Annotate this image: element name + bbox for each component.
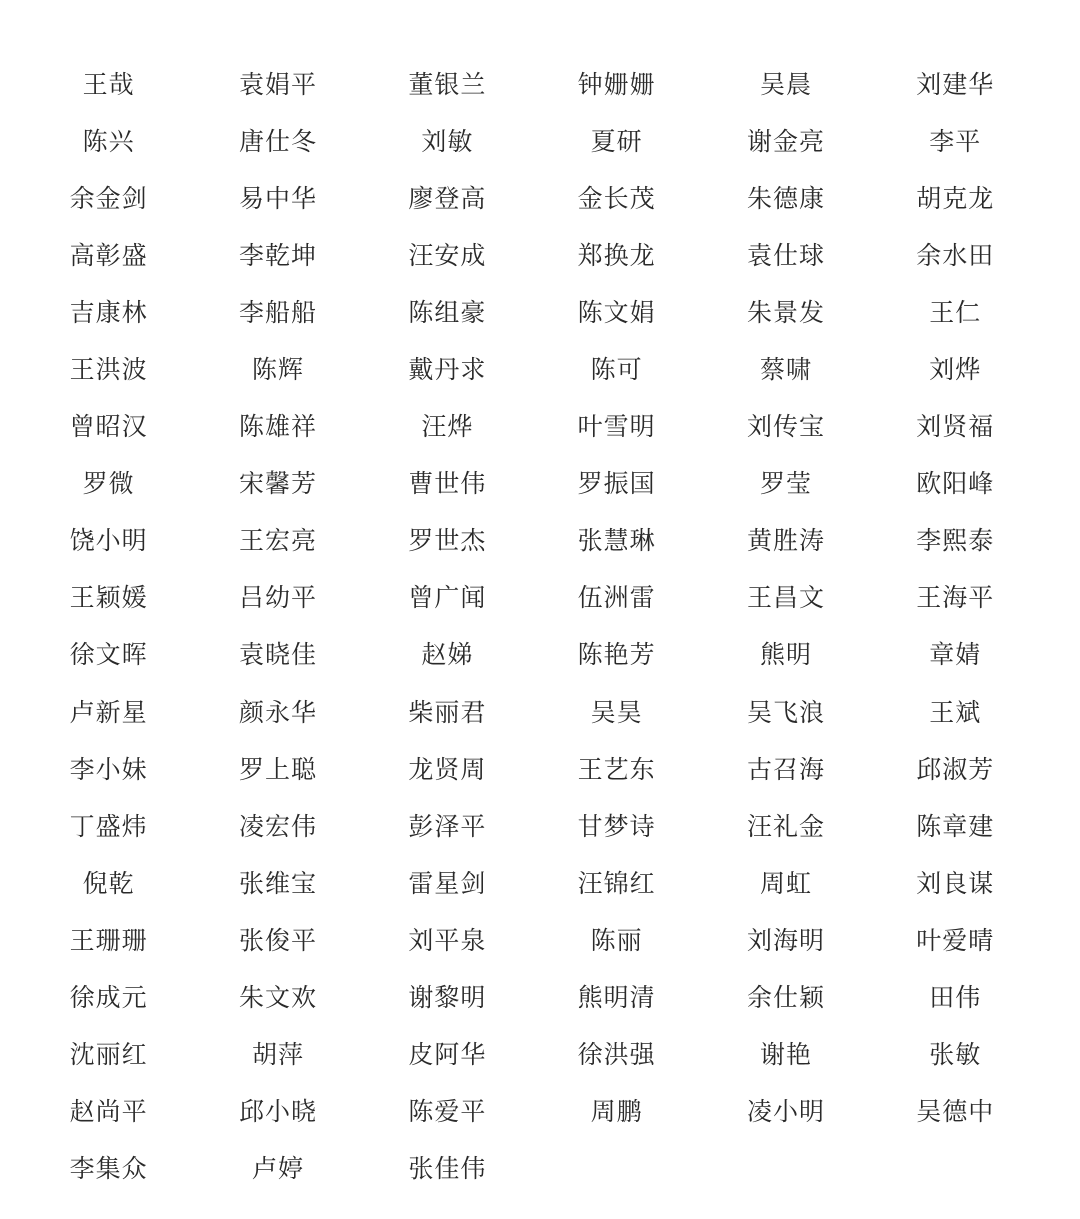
name-entry: 颜永华 [238, 697, 317, 727]
name-entry: 丁盛炜 [69, 811, 148, 841]
name-entry: 李小妹 [69, 754, 148, 784]
name-entry: 饶小明 [69, 526, 148, 556]
name-entry: 袁晓佳 [238, 640, 317, 670]
name-entry: 罗上聪 [238, 754, 317, 784]
name-entry: 易中华 [238, 183, 317, 213]
name-entry: 陈雄祥 [238, 412, 317, 442]
name-entry: 朱德康 [746, 183, 825, 213]
name-entry: 李平 [929, 126, 982, 156]
name-entry: 张慧琳 [577, 526, 656, 556]
name-entry: 钟姗姗 [577, 69, 656, 99]
name-entry: 章婧 [929, 640, 982, 670]
name-entry: 邱小晓 [238, 1097, 317, 1127]
name-entry: 雷星剑 [408, 868, 487, 898]
name-entry: 吉康林 [69, 297, 148, 327]
name-entry: 王昌文 [746, 583, 825, 613]
name-entry: 彭泽平 [408, 811, 487, 841]
name-entry: 柴丽君 [408, 697, 487, 727]
name-entry: 张佳伟 [408, 1154, 487, 1184]
name-entry: 田伟 [929, 983, 982, 1013]
name-entry: 金长茂 [577, 183, 656, 213]
name-entry: 蔡啸 [759, 355, 812, 385]
name-entry: 张俊平 [238, 925, 317, 955]
name-entry: 卢婷 [251, 1154, 304, 1184]
name-entry: 刘良谋 [916, 868, 995, 898]
name-entry: 邱淑芳 [916, 754, 995, 784]
name-entry: 黄胜涛 [746, 526, 825, 556]
name-entry: 谢黎明 [408, 983, 487, 1013]
name-entry: 汪礼金 [746, 811, 825, 841]
name-entry: 李船船 [238, 297, 317, 327]
name-entry: 赵尚平 [69, 1097, 148, 1127]
name-list-grid [24, 54, 1040, 1196]
name-entry: 赵娣 [421, 640, 474, 670]
name-entry: 唐仕冬 [238, 126, 317, 156]
name-entry: 王海平 [916, 583, 995, 613]
name-entry: 卢新星 [69, 697, 148, 727]
name-entry: 袁娟平 [238, 69, 317, 99]
name-entry: 陈可 [590, 355, 643, 385]
name-entry: 袁仕球 [746, 240, 825, 270]
name-entry: 罗莹 [759, 469, 812, 499]
name-entry: 汪烨 [421, 412, 474, 442]
name-entry: 余水田 [916, 240, 995, 270]
name-entry: 夏研 [590, 126, 643, 156]
name-entry: 余仕颖 [746, 983, 825, 1013]
name-entry: 古召海 [746, 754, 825, 784]
name-entry: 陈兴 [82, 126, 135, 156]
name-entry: 吕幼平 [238, 583, 317, 613]
name-entry: 皮阿华 [408, 1040, 487, 1070]
name-entry: 陈文娟 [577, 297, 656, 327]
name-entry: 伍洲雷 [577, 583, 656, 613]
name-entry: 刘海明 [746, 925, 825, 955]
name-entry: 熊明清 [577, 983, 656, 1013]
name-entry: 龙贤周 [408, 754, 487, 784]
name-entry: 吴飞浪 [746, 697, 825, 727]
name-entry: 刘建华 [916, 69, 995, 99]
name-entry: 余金剑 [69, 183, 148, 213]
name-entry: 陈丽 [590, 925, 643, 955]
name-entry: 刘贤福 [916, 412, 995, 442]
name-entry: 陈章建 [916, 811, 995, 841]
name-entry: 张敏 [929, 1040, 982, 1070]
name-entry: 徐成元 [69, 983, 148, 1013]
name-entry: 凌宏伟 [238, 811, 317, 841]
name-entry: 倪乾 [82, 868, 135, 898]
name-entry: 罗世杰 [408, 526, 487, 556]
name-entry: 王艺东 [577, 754, 656, 784]
name-entry: 陈组豪 [408, 297, 487, 327]
name-entry: 徐文晖 [69, 640, 148, 670]
name-entry: 刘传宝 [746, 412, 825, 442]
name-entry: 曾昭汉 [69, 412, 148, 442]
name-entry: 王颖媛 [69, 583, 148, 613]
name-entry: 高彰盛 [69, 240, 148, 270]
name-entry: 胡萍 [251, 1040, 304, 1070]
name-entry: 刘平泉 [408, 925, 487, 955]
name-entry: 周虹 [759, 868, 812, 898]
name-entry: 郑换龙 [577, 240, 656, 270]
name-entry: 吴昊 [590, 697, 643, 727]
name-entry: 曹世伟 [408, 469, 487, 499]
name-entry: 陈爱平 [408, 1097, 487, 1127]
name-entry: 李乾坤 [238, 240, 317, 270]
name-entry: 张维宝 [238, 868, 317, 898]
name-entry: 罗微 [82, 469, 135, 499]
name-entry: 叶爱晴 [916, 925, 995, 955]
name-entry: 戴丹求 [408, 355, 487, 385]
name-entry: 陈辉 [251, 355, 304, 385]
name-entry: 王洪波 [69, 355, 148, 385]
name-entry: 吴晨 [759, 69, 812, 99]
name-entry: 凌小明 [746, 1097, 825, 1127]
name-entry: 刘敏 [421, 126, 474, 156]
name-entry: 王哉 [82, 69, 135, 99]
name-entry: 罗振国 [577, 469, 656, 499]
name-entry: 欧阳峰 [916, 469, 995, 499]
name-entry: 胡克龙 [916, 183, 995, 213]
name-entry: 李集众 [69, 1154, 148, 1184]
name-entry: 汪锦红 [577, 868, 656, 898]
name-entry: 谢艳 [759, 1040, 812, 1070]
name-entry: 王仁 [929, 297, 982, 327]
name-entry: 周鹏 [590, 1097, 643, 1127]
name-entry: 徐洪强 [577, 1040, 656, 1070]
name-entry: 甘梦诗 [577, 811, 656, 841]
name-entry: 朱景发 [746, 297, 825, 327]
name-entry: 王斌 [929, 697, 982, 727]
name-entry: 曾广闻 [408, 583, 487, 613]
name-entry: 吴德中 [916, 1097, 995, 1127]
name-entry: 谢金亮 [746, 126, 825, 156]
name-entry: 熊明 [759, 640, 812, 670]
name-entry: 李熙泰 [916, 526, 995, 556]
name-entry: 刘烨 [929, 355, 982, 385]
name-entry: 朱文欢 [238, 983, 317, 1013]
name-entry: 沈丽红 [69, 1040, 148, 1070]
name-entry: 廖登高 [408, 183, 487, 213]
name-entry: 叶雪明 [577, 412, 656, 442]
name-entry: 汪安成 [408, 240, 487, 270]
name-entry: 宋馨芳 [238, 469, 317, 499]
name-entry: 董银兰 [408, 69, 487, 99]
name-entry: 王珊珊 [69, 925, 148, 955]
name-entry: 陈艳芳 [577, 640, 656, 670]
name-entry: 王宏亮 [238, 526, 317, 556]
